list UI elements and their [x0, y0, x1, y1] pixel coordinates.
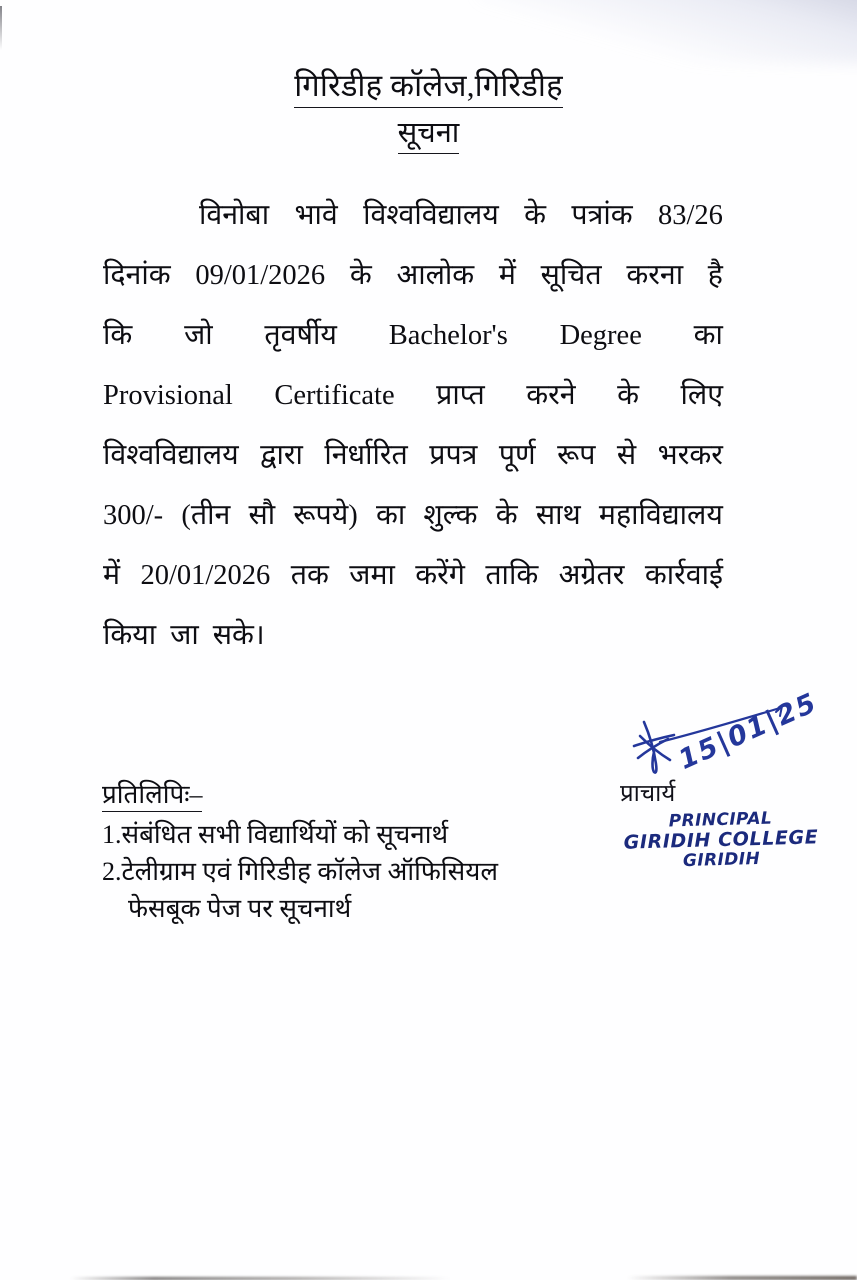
scan-edge-bottom-right [627, 1276, 857, 1280]
body-word: (तीन [181, 500, 231, 531]
body-word: महाविद्यालय [598, 500, 723, 531]
body-word: साथ [535, 500, 581, 531]
body-word: भावे [294, 200, 338, 231]
body-word: तक [290, 560, 329, 591]
body-line [103, 426, 723, 486]
body-word: अग्रेतर [558, 560, 625, 591]
copy-to-list [102, 816, 572, 927]
college-name-heading: गिरिडीह कॉलेज,गिरिडीह [294, 66, 563, 108]
body-word: 20/01/2026 [140, 560, 271, 591]
body-word: का [693, 320, 723, 351]
copy-to-block [102, 779, 572, 927]
body-word: भरकर [657, 440, 723, 471]
body-word: किया [103, 620, 157, 651]
body-word: है [707, 260, 723, 291]
body-word: Certificate [274, 380, 395, 411]
stamp-line-college: GIRIDIH COLLEGE [623, 826, 819, 854]
body-word: प्राप्त [436, 380, 485, 411]
body-word: के [524, 200, 547, 231]
copy-to-item [102, 816, 572, 853]
body-word: 300/- [103, 500, 164, 531]
body-line [103, 546, 723, 606]
body-word: द्वारा [260, 440, 303, 471]
scan-edge-left [0, 6, 2, 50]
body-line [103, 306, 723, 366]
body-word: दिनांक [103, 260, 171, 291]
body-word: में [498, 260, 516, 291]
body-word: आलोक [396, 260, 475, 291]
body-word: 09/01/2026 [195, 260, 326, 291]
body-word: कार्रवाई [644, 560, 723, 591]
body-word: Provisional [103, 380, 233, 411]
signature-date: 15|01|25 [674, 687, 823, 776]
handwritten-signature-icon [630, 702, 830, 782]
copy-to-heading: प्रतिलिपिः– [102, 779, 202, 812]
body-word: लिए [680, 380, 723, 411]
body-word: जो [184, 320, 213, 351]
body-word: के [495, 500, 518, 531]
scan-shadow-top-right [477, 0, 857, 64]
body-word: पूर्ण [498, 440, 536, 471]
body-word: रूप [557, 440, 596, 471]
principal-stamp [595, 807, 847, 874]
body-word: करना [626, 260, 684, 291]
copy-to-item-text: 2.टेलीग्राम एवं गिरिडीह कॉलेज ऑफिसियल [102, 857, 498, 886]
copy-to-item-text: 1.संबंधित सभी विद्यार्थियों को सूचनार्थ [102, 820, 449, 849]
body-line [103, 366, 723, 426]
body-line [103, 246, 723, 306]
body-word: निर्धारित [324, 440, 408, 471]
body-word: विश्वविद्यालय [103, 440, 239, 471]
body-word: पत्रांक [571, 200, 633, 231]
notice-title: सूचना [398, 114, 460, 154]
body-word: का [375, 500, 406, 531]
body-line [103, 606, 723, 666]
body-word: करने [526, 380, 576, 411]
document-header [0, 66, 857, 154]
body-word: सके। [212, 620, 265, 651]
body-word: सौ [248, 500, 276, 531]
body-word: के [617, 380, 639, 411]
notice-body [103, 186, 723, 666]
body-word: विनोबा [199, 200, 270, 231]
body-word: ताकि [485, 560, 539, 591]
body-word: में [103, 560, 121, 591]
principal-label-hindi: प्राचार्य [620, 781, 676, 807]
body-word: जा [170, 620, 199, 651]
body-word: कि [103, 320, 133, 351]
stamp-line-principal: PRINCIPAL [668, 808, 773, 832]
body-word: जमा [349, 560, 395, 591]
body-word: से [616, 440, 637, 471]
body-word: सूचित [540, 260, 602, 291]
body-word: तृवर्षीय [264, 320, 337, 351]
body-word: करेंगे [415, 560, 465, 591]
body-word: रूपये) [293, 500, 358, 531]
copy-to-item-continuation: फेसबूक पेज पर सूचनार्थ [128, 894, 352, 923]
body-word: Degree [559, 320, 642, 351]
body-word: के [349, 260, 372, 291]
body-line [103, 486, 723, 546]
body-line [103, 186, 723, 246]
body-word: शुल्क [423, 500, 478, 531]
body-word: 83/26 [658, 200, 723, 231]
copy-to-item [102, 853, 572, 927]
signature-area [596, 687, 846, 890]
body-word: विश्वविद्यालय [363, 200, 499, 231]
body-word: Bachelor's [388, 320, 508, 351]
stamp-line-city: GIRIDIH [682, 848, 761, 872]
body-word: प्रपत्र [429, 440, 478, 471]
